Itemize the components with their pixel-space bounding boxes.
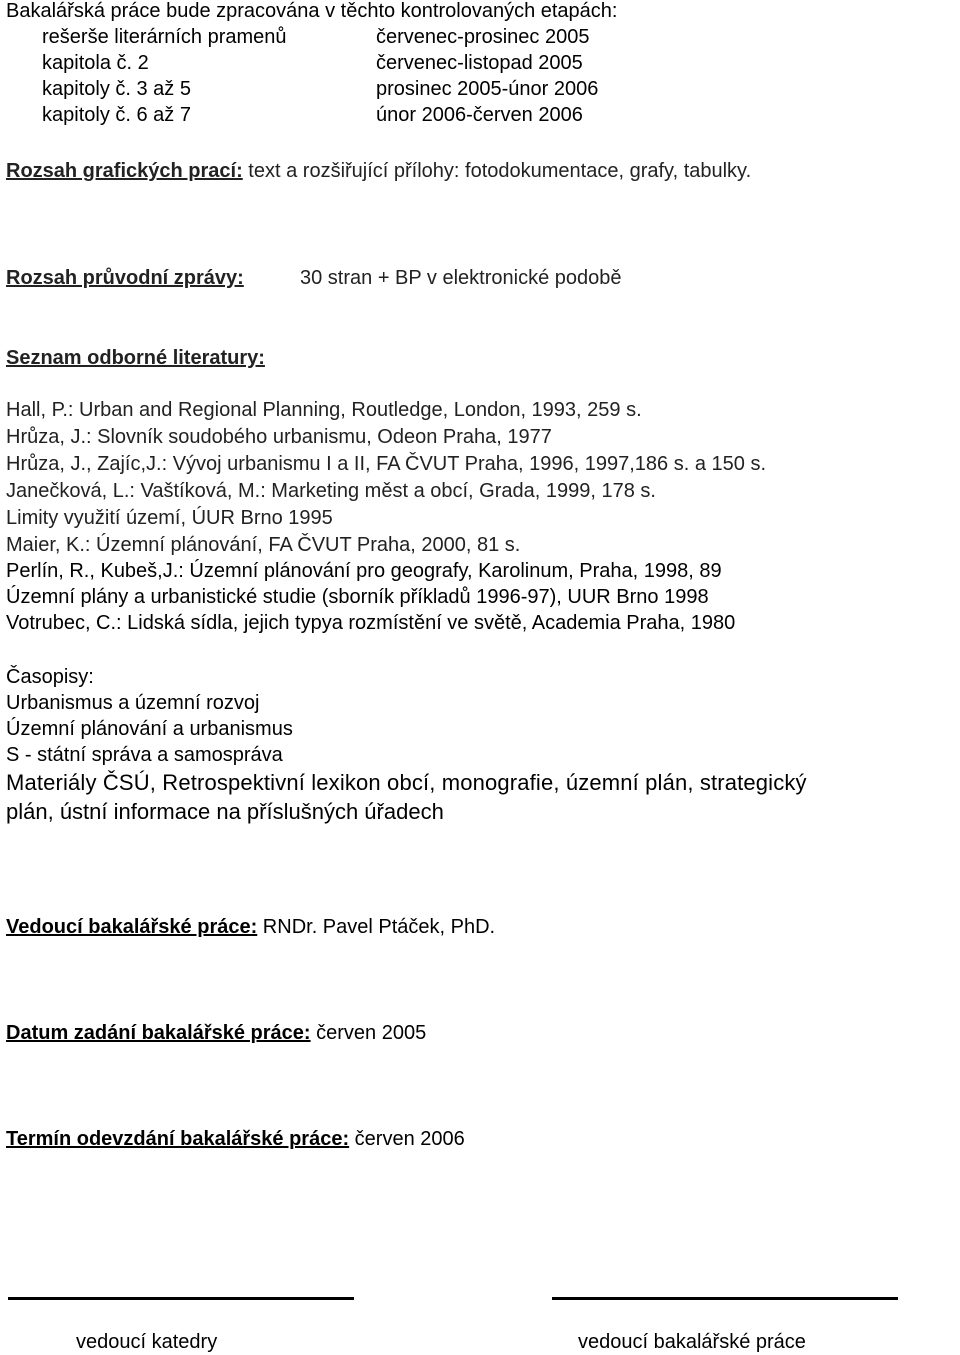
literature-item: Votrubec, C.: Lidská sídla, jejich typya rozmístění ve světě, Academia Praha, 1980 — [6, 612, 736, 634]
assigned-date-line — [6, 1020, 426, 1046]
literature-heading: Seznam odborné literatury: — [6, 347, 265, 369]
materials-line-1: Materiály ČSÚ, Retrospektivní lexikon obcí, monografie, územní plán, strategický — [6, 770, 807, 795]
signature-label-left: vedoucí katedry — [76, 1331, 218, 1353]
stage-period-2: červenec-listopad 2005 — [376, 52, 583, 74]
deadline-line — [6, 1126, 465, 1152]
journal-item: S - státní správa a samospráva — [6, 744, 283, 766]
stage-period-4: únor 2006-červen 2006 — [376, 104, 583, 126]
supervisor-value: RNDr. Pavel Ptáček, PhD. — [257, 916, 496, 938]
materials-line-2: plán, ústní informace na příslušných úřadech — [6, 799, 444, 824]
stage-label-1: rešerše literárních pramenů — [42, 26, 287, 48]
journals-heading: Časopisy: — [6, 666, 94, 688]
graphic-extent-value: text a rozšiřující přílohy: fotodokumentace, grafy, tabulky. — [242, 160, 752, 182]
report-extent-value: 30 stran + BP v elektronické podobě — [300, 267, 622, 289]
deadline-value: červen 2006 — [349, 1128, 465, 1150]
signature-label-right: vedoucí bakalářské práce — [578, 1331, 806, 1353]
literature-item: Hrůza, J., Zajíc,J.: Vývoj urbanismu I a II, FA ČVUT Praha, 1996, 1997,186 s. a 150 s. — [6, 453, 766, 475]
stage-period-1: červenec-prosinec 2005 — [376, 26, 590, 48]
literature-item: Janečková, L.: Vaštíková, M.: Marketing měst a obcí, Grada, 1999, 178 s. — [6, 480, 656, 502]
literature-item: Hall, P.: Urban and Regional Planning, Routledge, London, 1993, 259 s. — [6, 399, 642, 421]
graphic-extent-line — [6, 158, 751, 184]
supervisor-line — [6, 914, 495, 940]
intro-text: Bakalářská práce bude zpracována v těchto kontrolovaných etapách: — [6, 0, 618, 22]
journal-item: Územní plánování a urbanismus — [6, 718, 293, 740]
graphic-extent-label: Rozsah grafických prací: — [6, 160, 243, 182]
literature-item: Hrůza, J.: Slovník soudobého urbanismu, Odeon Praha, 1977 — [6, 426, 552, 448]
journal-item: Urbanismus a územní rozvoj — [6, 692, 260, 714]
stage-label-4: kapitoly č. 6 až 7 — [42, 104, 191, 126]
literature-item: Územní plány a urbanistické studie (sborník příkladů 1996-97), UUR Brno 1998 — [6, 586, 709, 608]
stage-period-3: prosinec 2005-únor 2006 — [376, 78, 599, 100]
signature-line-right — [552, 1297, 898, 1300]
literature-item: Limity využití území, ÚUR Brno 1995 — [6, 507, 333, 529]
signature-line-left — [8, 1297, 354, 1300]
assigned-date-label: Datum zadání bakalářské práce: — [6, 1022, 311, 1044]
literature-item: Maier, K.: Územní plánování, FA ČVUT Praha, 2000, 81 s. — [6, 534, 521, 556]
report-extent-label: Rozsah průvodní zprávy: — [6, 267, 244, 289]
assigned-date-value: červen 2005 — [310, 1022, 427, 1044]
literature-item: Perlín, R., Kubeš,J.: Územní plánování pro geografy, Karolinum, Praha, 1998, 89 — [6, 560, 722, 582]
supervisor-label: Vedoucí bakalářské práce: — [6, 916, 258, 938]
stage-label-2: kapitola č. 2 — [42, 52, 149, 74]
deadline-label: Termín odevzdání bakalářské práce: — [6, 1128, 350, 1150]
stage-label-3: kapitoly č. 3 až 5 — [42, 78, 191, 100]
